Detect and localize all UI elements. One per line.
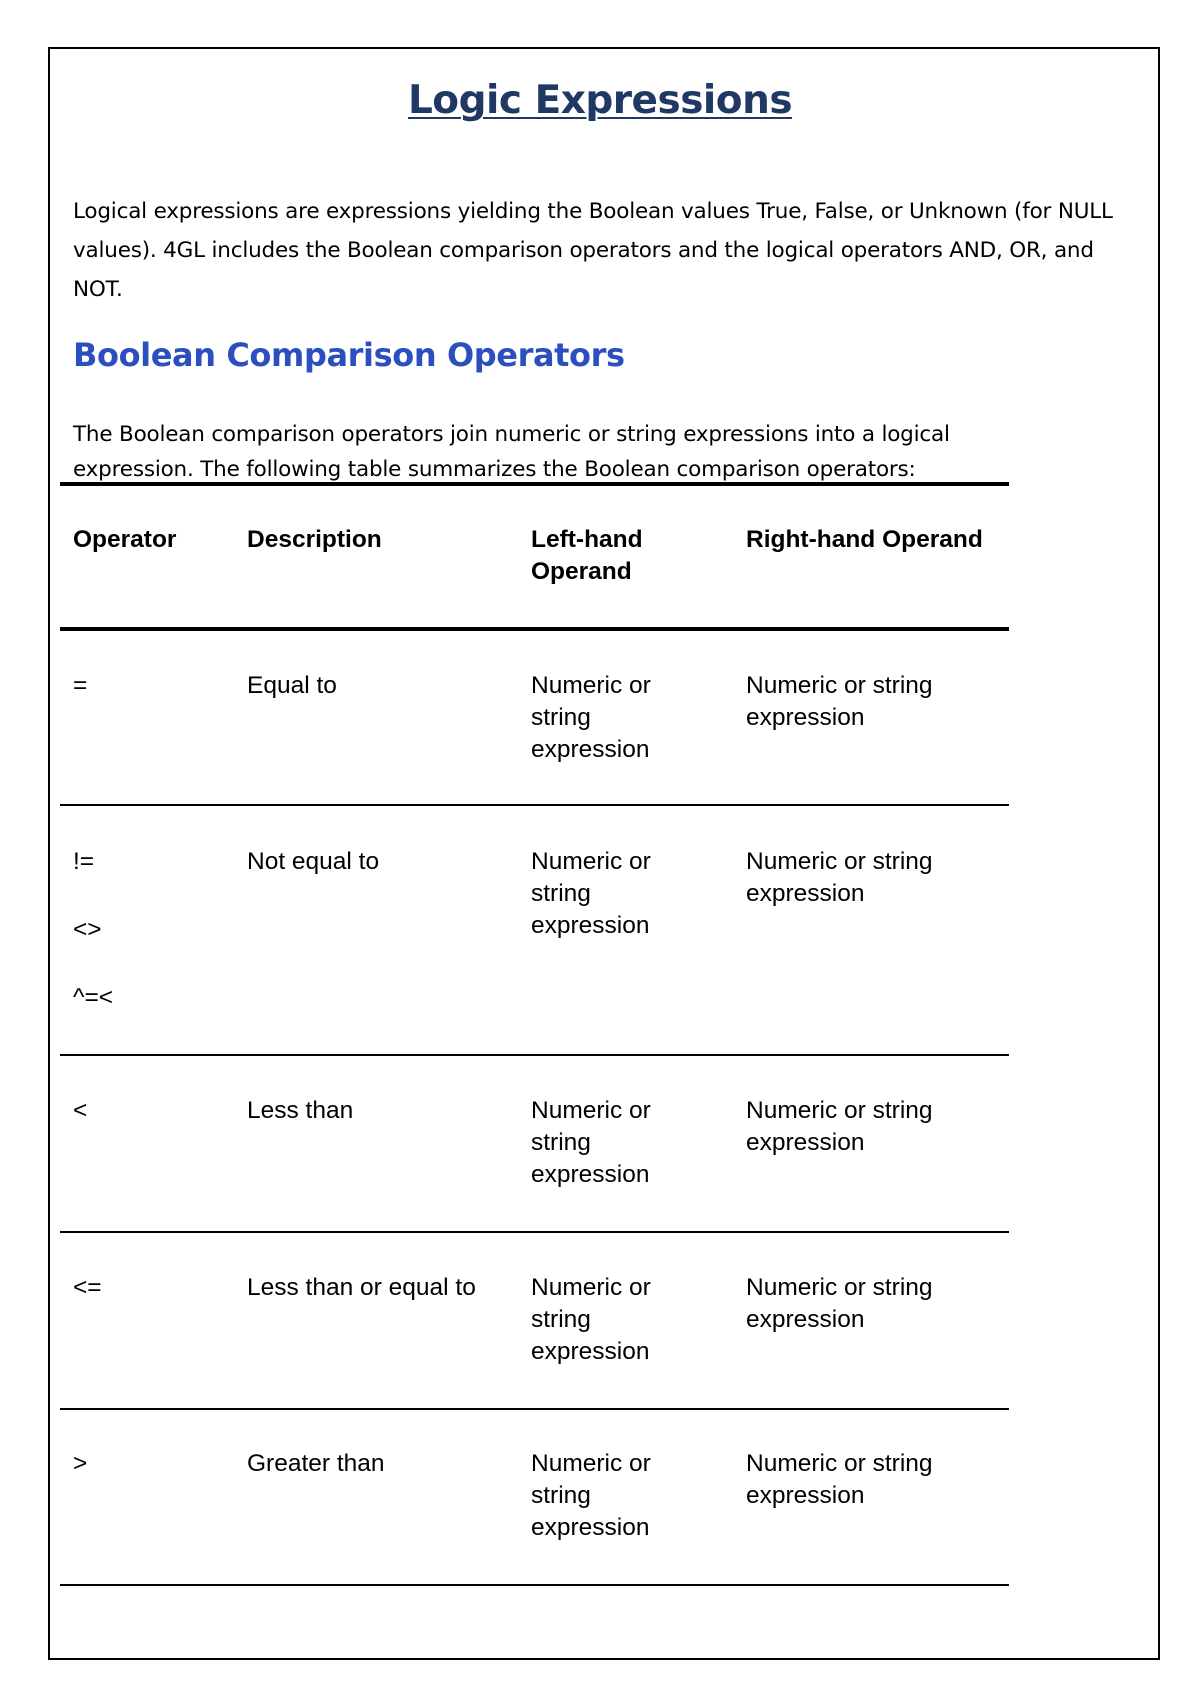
operator-symbol: <> — [73, 916, 102, 943]
left-operand-cell: Numeric or string expression — [531, 1097, 651, 1188]
description-cell: Greater than — [247, 1450, 385, 1477]
operator-symbol: != — [73, 848, 95, 875]
operator-cell — [73, 670, 223, 702]
header-bottom-rule — [60, 627, 1009, 631]
left-operand-cell: Numeric or string expression — [531, 672, 651, 763]
table-bottom-rule — [60, 1584, 1009, 1586]
header-left-operand: Left-hand Operand — [531, 526, 643, 585]
operator-symbol: = — [73, 672, 88, 699]
right-operand-cell: Numeric or string expression — [746, 1097, 933, 1156]
row-divider — [60, 1054, 1009, 1056]
header-operator: Operator — [73, 526, 177, 553]
operator-symbol: < — [73, 1097, 88, 1124]
header-right-operand: Right-hand Operand — [746, 526, 983, 553]
right-operand-cell: Numeric or string expression — [746, 1274, 933, 1333]
left-operand-cell: Numeric or string expression — [531, 1450, 651, 1541]
description-cell: Less than or equal to — [247, 1274, 476, 1301]
intro-paragraph: Logical expressions are expressions yielding the Boolean values True, False, or Unknown (for NULL values). 4GL includes the Boolean comparison operators and the logical operators AND, OR, and NOT. — [73, 199, 1113, 302]
operator-cell — [73, 846, 223, 1014]
section-heading: Boolean Comparison Operators — [73, 336, 625, 374]
operator-symbol: > — [73, 1450, 88, 1477]
right-operand-cell: Numeric or string expression — [746, 1450, 933, 1509]
header-description: Description — [247, 526, 382, 553]
left-operand-cell: Numeric or string expression — [531, 848, 651, 939]
table-top-rule — [60, 482, 1009, 486]
operator-cell — [73, 1095, 223, 1127]
right-operand-cell: Numeric or string expression — [746, 848, 933, 907]
operator-symbol: <= — [73, 1274, 102, 1301]
operator-symbol: ^=< — [73, 984, 114, 1011]
description-cell: Equal to — [247, 672, 337, 699]
left-operand-cell: Numeric or string expression — [531, 1274, 651, 1365]
description-cell: Less than — [247, 1097, 354, 1124]
right-operand-cell: Numeric or string expression — [746, 672, 933, 731]
section-paragraph: The Boolean comparison operators join numeric or string expressions into a logical expression. The following table summarizes the Boolean comparison operators: — [73, 422, 950, 482]
page-title: Logic Expressions — [407, 78, 793, 123]
description-cell: Not equal to — [247, 848, 380, 875]
row-divider — [60, 804, 1009, 806]
operator-cell — [73, 1272, 223, 1304]
row-divider — [60, 1408, 1009, 1410]
row-divider — [60, 1231, 1009, 1233]
operator-cell — [73, 1448, 223, 1480]
